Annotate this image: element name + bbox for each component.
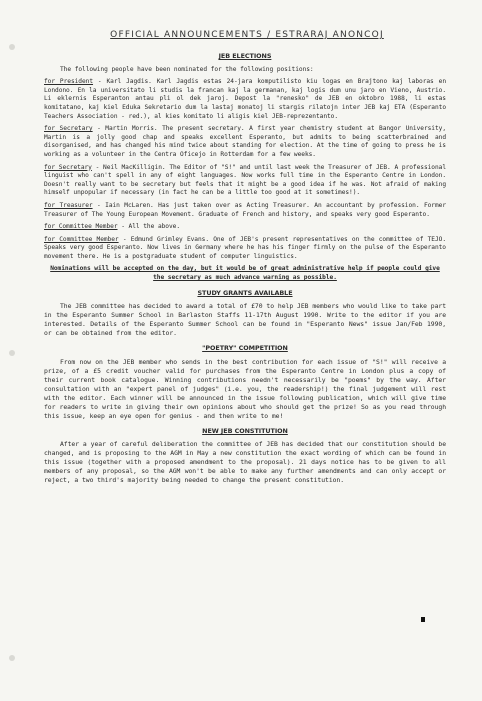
nominee-text: - Martin Morris. The present secretary. A first year chemistry student at Bangor University, Martin is a jolly good chap and speaks excellent Esperanto, but admits to being scatterbrained and disorganised, and has changed his mind twice about standing for election. At the time of going to press he is working as a volunteer in the Centra Oficejo in Rotterdam for a few weeks.: [44, 125, 446, 158]
constitution-text: After a year of careful deliberation the committee of JEB has decided that our constitution should be changed, and is proposing to the AGM in May a new constitution the exact wording of which can be found in this issue (together with a proposed amendment to the proposal). 21 days notice has to be given to all members of any proposal, so the AGM won't be able to make any further amendments and can only accept or reject, a two third's majority being needed to change the present constitution.: [44, 440, 446, 485]
role-label: for Committee Member: [44, 223, 118, 231]
section-heading-poetry: "POETRY" COMPETITION: [202, 344, 288, 353]
section-heading-elections: JEB ELECTIONS: [218, 52, 272, 60]
punch-hole: [9, 655, 15, 661]
elections-note: Nominations will be accepted on the day, but it would be of great administrative help if people could give the secretary as much advance warning as possible.: [50, 265, 440, 282]
poetry-text: From now on the JEB member who sends in the best contribution for each issue of "S!" will receive a prize, of a £5 credit voucher valid for purchases from the Esperanto Centre in London plus a copy of their current book catalogue. Winning contributions needn't necessarily be "poems" by the way. After consultation with an "expert panel of judges" (i.e. you, the readership!) the final judgement will rest with the editor. Each winner will be announced in the issue following publication, which will give time for readers to write in giving their own opinions about who should get the prize! So as you read through this issue, keep an eye open for genius - and then write to me!: [44, 357, 446, 420]
role-label: for Committee Member: [44, 235, 119, 243]
nominee-committee-2: [44, 236, 446, 262]
nominee-president: [44, 78, 446, 121]
punch-hole: [9, 350, 15, 356]
section-heading-grants: STUDY GRANTS AVAILABLE: [197, 288, 293, 297]
elections-intro: The following people have been nominated for the following positions:: [60, 65, 314, 73]
nominee-secretary: [44, 125, 446, 159]
nominee-treasurer: [44, 202, 446, 219]
nominee-text: - Edmund Grimley Evans. One of JEB's present representatives on the committee of TEJO. Speaks very good Esperanto. Now lives in Germany where he has his finger firmly on the pulse of the Esperanto movement there. He is a postgraduate student of computer linguistics.: [44, 235, 446, 260]
document-body: [44, 52, 446, 489]
role-label: for Secretary: [44, 125, 93, 133]
punch-hole: [9, 44, 15, 50]
role-label: for Secretary: [44, 163, 92, 171]
role-label: for President: [44, 78, 94, 86]
grants-text: The JEB committee has decided to award a total of £70 to help JEB members who would like to take part in the Esperanto Summer School in Barlaston Staffs 11-17th August 1990. Write to the editor if you are interested. Details of the Esperanto Summer School can be found in "Esperanto News" issue Jan/Feb 1990, or can be obtained from the editor.: [44, 302, 446, 338]
nominee-secretary-2: [44, 164, 446, 198]
nominee-text: - All the above.: [117, 223, 180, 231]
page-title: OFFICIAL ANNOUNCEMENTS / ESTRARAJ ANONCOJ: [110, 30, 384, 40]
nominee-committee-1: [44, 223, 446, 232]
role-label: for Treasurer: [44, 201, 93, 209]
end-mark: [421, 617, 425, 622]
nominee-text: - Karl Jagdis. Karl Jagdis estas 24-jara komputilisto kiu logas en Brajtono kaj laboras en Londono. En la universitato li studis la francan kaj la germanan, kaj logis dum unu jaro en Vieno, Austrio. Li eklernis Esperanton antau pli ol dek jaroj. Depost la "renesko" de JEB en oktobro 1988, li estas komitatano, kaj kiel Eduka Sekretario dum la lastaj monatoj li stargis rilatojn inter JEB kaj ETA (Esperanto Teachers Association - red.), al kies komitato li aligis kiel JEB-reprezentanto.: [44, 78, 446, 120]
section-heading-constitution: NEW JEB CONSTITUTION: [202, 426, 288, 435]
nominee-text: - Neil MacKilligin. The Editor of "S!" and until last week the Treasurer of JEB. A professional linguist who can't spell in any of eight languages. Now works full time in the Esperanto Centre in London. Doesn't really want to be secretary but feels that it might be a good idea if he was. Not afraid of making himself unpopular if necessary (in fact he can be a little too good at it sometimes!).: [44, 163, 446, 197]
nominee-text: - Iain McLaren. Has just taken over as Acting Treasurer. An accountant by profession. Former Treasurer of The Young European Movement. Graduate of French and history, and speaks very good Esperanto.: [44, 201, 447, 218]
